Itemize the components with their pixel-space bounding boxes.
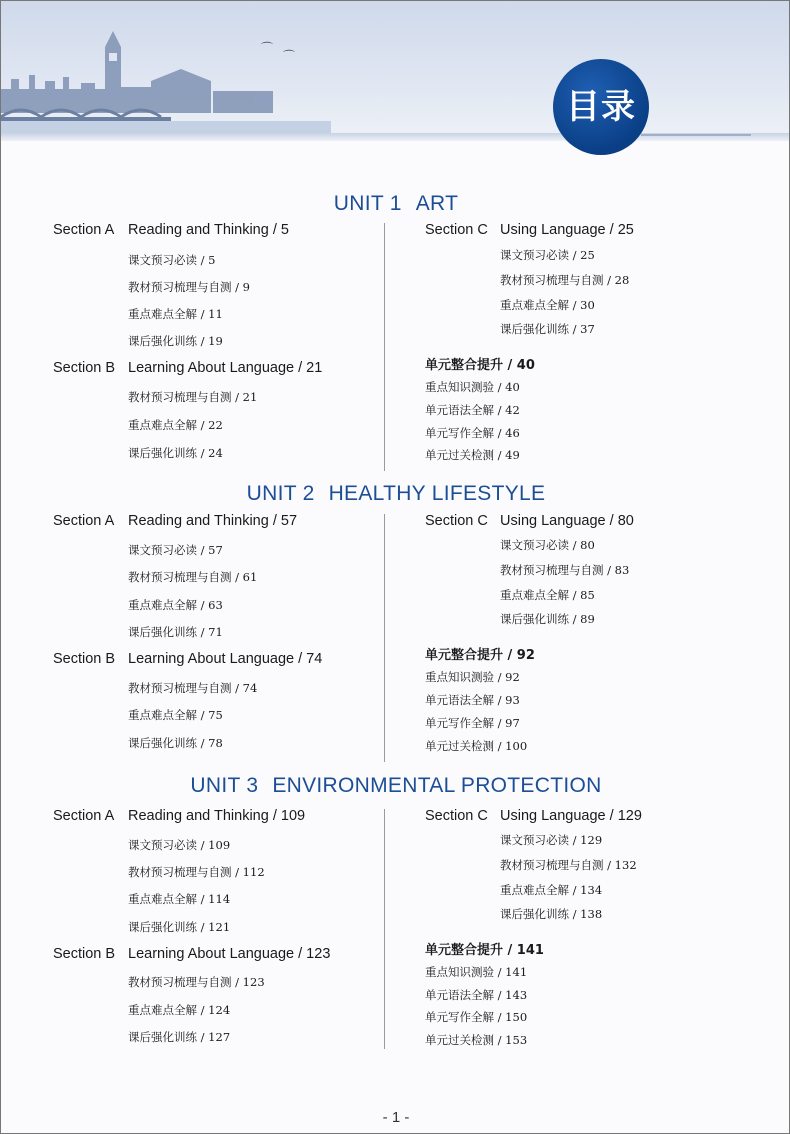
toc-entry-link[interactable]: 课后强化训练 / 37 <box>500 322 595 336</box>
section-title-link[interactable]: Learning About Language / 21 <box>128 360 323 376</box>
section-label: Section C <box>425 222 488 238</box>
section-label: Section A <box>53 222 115 238</box>
toc-entry-link[interactable]: 课后强化训练 / 24 <box>128 446 223 460</box>
toc-entry-link[interactable]: 重点难点全解 / 85 <box>500 588 595 602</box>
section-title-link[interactable]: Learning About Language / 123 <box>128 946 331 962</box>
column-divider <box>384 809 385 1049</box>
toc-entry-link[interactable]: 重点知识测验 / 40 <box>425 380 520 394</box>
unit-summary-link[interactable]: 单元整合提升 / 92 <box>425 648 535 663</box>
unit-title: HEALTHY LIFESTYLE <box>328 482 546 505</box>
toc-entry-link[interactable]: 课后强化训练 / 121 <box>128 920 231 934</box>
bird-icon: ⌒ <box>283 49 296 63</box>
toc-entry-link[interactable]: 重点难点全解 / 30 <box>500 298 595 312</box>
unit-number: UNIT 2 <box>246 482 315 505</box>
section-title-link[interactable]: Learning About Language / 74 <box>128 651 323 667</box>
toc-entry-link[interactable]: 单元过关检测 / 49 <box>425 448 520 462</box>
section-label: Section B <box>53 360 116 376</box>
toc-entry-link[interactable]: 教材预习梳理与自测 / 132 <box>500 858 637 872</box>
unit-heading <box>1 482 790 506</box>
toc-entry-link[interactable]: 重点难点全解 / 134 <box>500 883 603 897</box>
section-label: Section A <box>53 513 115 529</box>
unit-heading <box>1 192 790 216</box>
toc-entry-link[interactable]: 单元写作全解 / 150 <box>425 1010 528 1024</box>
section-title-link[interactable]: Using Language / 25 <box>500 222 634 238</box>
unit-title: ART <box>415 192 459 215</box>
toc-badge: 目录 <box>553 59 649 155</box>
section-label: Section C <box>425 513 488 529</box>
unit-number: UNIT 1 <box>333 192 402 215</box>
toc-entry-link[interactable]: 课后强化训练 / 71 <box>128 625 223 639</box>
toc-entry-link[interactable]: 课后强化训练 / 78 <box>128 736 223 750</box>
toc-entry-link[interactable]: 课文预习必读 / 129 <box>500 833 603 847</box>
toc-entry-link[interactable]: 重点难点全解 / 114 <box>128 892 231 906</box>
toc-entry-link[interactable]: 课文预习必读 / 109 <box>128 838 231 852</box>
column-divider <box>384 514 385 762</box>
toc-entry-link[interactable]: 重点难点全解 / 63 <box>128 598 223 612</box>
toc-entry-link[interactable]: 重点难点全解 / 75 <box>128 708 223 722</box>
toc-entry-link[interactable]: 单元写作全解 / 97 <box>425 716 520 730</box>
toc-entry-link[interactable]: 教材预习梳理与自测 / 83 <box>500 563 630 577</box>
toc-entry-link[interactable]: 教材预习梳理与自测 / 112 <box>128 865 265 879</box>
toc-entry-link[interactable]: 重点知识测验 / 92 <box>425 670 520 684</box>
toc-entry-link[interactable]: 重点难点全解 / 11 <box>128 307 223 321</box>
unit-summary-link[interactable]: 单元整合提升 / 40 <box>425 358 535 373</box>
toc-entry-link[interactable]: 教材预习梳理与自测 / 61 <box>128 570 258 584</box>
section-title-link[interactable]: Reading and Thinking / 109 <box>128 808 306 824</box>
toc-entry-link[interactable]: 重点知识测验 / 141 <box>425 965 528 979</box>
section-title-link[interactable]: Using Language / 80 <box>500 513 634 529</box>
section-label: Section B <box>53 946 116 962</box>
toc-entry-link[interactable]: 教材预习梳理与自测 / 21 <box>128 390 258 404</box>
toc-entry-link[interactable]: 教材预习梳理与自测 / 9 <box>128 280 251 294</box>
bird-icon: ⌒ <box>261 41 274 55</box>
toc-entry-link[interactable]: 课文预习必读 / 5 <box>128 253 216 267</box>
toc-entry-link[interactable]: 课后强化训练 / 127 <box>128 1030 231 1044</box>
toc-entry-link[interactable]: 课文预习必读 / 25 <box>500 248 595 262</box>
header-banner <box>1 1 790 141</box>
section-title-link[interactable]: Reading and Thinking / 57 <box>128 513 298 529</box>
toc-entry-link[interactable]: 课后强化训练 / 19 <box>128 334 223 348</box>
unit-heading <box>1 774 790 798</box>
toc-entry-link[interactable]: 课后强化训练 / 138 <box>500 907 603 921</box>
toc-entry-link[interactable]: 单元语法全解 / 143 <box>425 988 528 1002</box>
section-label: Section C <box>425 808 488 824</box>
unit-number: UNIT 3 <box>190 774 259 797</box>
unit-title: ENVIRONMENTAL PROTECTION <box>272 774 602 797</box>
toc-entry-link[interactable]: 课文预习必读 / 57 <box>128 543 223 557</box>
toc-entry-link[interactable]: 课文预习必读 / 80 <box>500 538 595 552</box>
toc-entry-link[interactable]: 单元语法全解 / 42 <box>425 403 520 417</box>
badge-line <box>641 134 751 136</box>
section-label: Section B <box>53 651 116 667</box>
toc-entry-link[interactable]: 单元过关检测 / 153 <box>425 1033 528 1047</box>
toc-entry-link[interactable]: 重点难点全解 / 124 <box>128 1003 231 1017</box>
toc-entry-link[interactable]: 重点难点全解 / 22 <box>128 418 223 432</box>
toc-entry-link[interactable]: 单元过关检测 / 100 <box>425 739 528 753</box>
unit-summary-link[interactable]: 单元整合提升 / 141 <box>425 943 544 958</box>
section-label: Section A <box>53 808 115 824</box>
section-title-link[interactable]: Using Language / 129 <box>500 808 642 824</box>
toc-entry-link[interactable]: 课后强化训练 / 89 <box>500 612 595 626</box>
section-title-link[interactable]: Reading and Thinking / 5 <box>128 222 289 238</box>
toc-entry-link[interactable]: 单元写作全解 / 46 <box>425 426 520 440</box>
toc-entry-link[interactable]: 教材预习梳理与自测 / 123 <box>128 975 265 989</box>
toc-entry-link[interactable]: 单元语法全解 / 93 <box>425 693 520 707</box>
toc-entry-link[interactable]: 教材预习梳理与自测 / 28 <box>500 273 630 287</box>
london-skyline-image <box>1 29 331 133</box>
page-number: - 1 - <box>382 1109 410 1126</box>
toc-entry-link[interactable]: 教材预习梳理与自测 / 74 <box>128 681 258 695</box>
column-divider <box>384 223 385 471</box>
